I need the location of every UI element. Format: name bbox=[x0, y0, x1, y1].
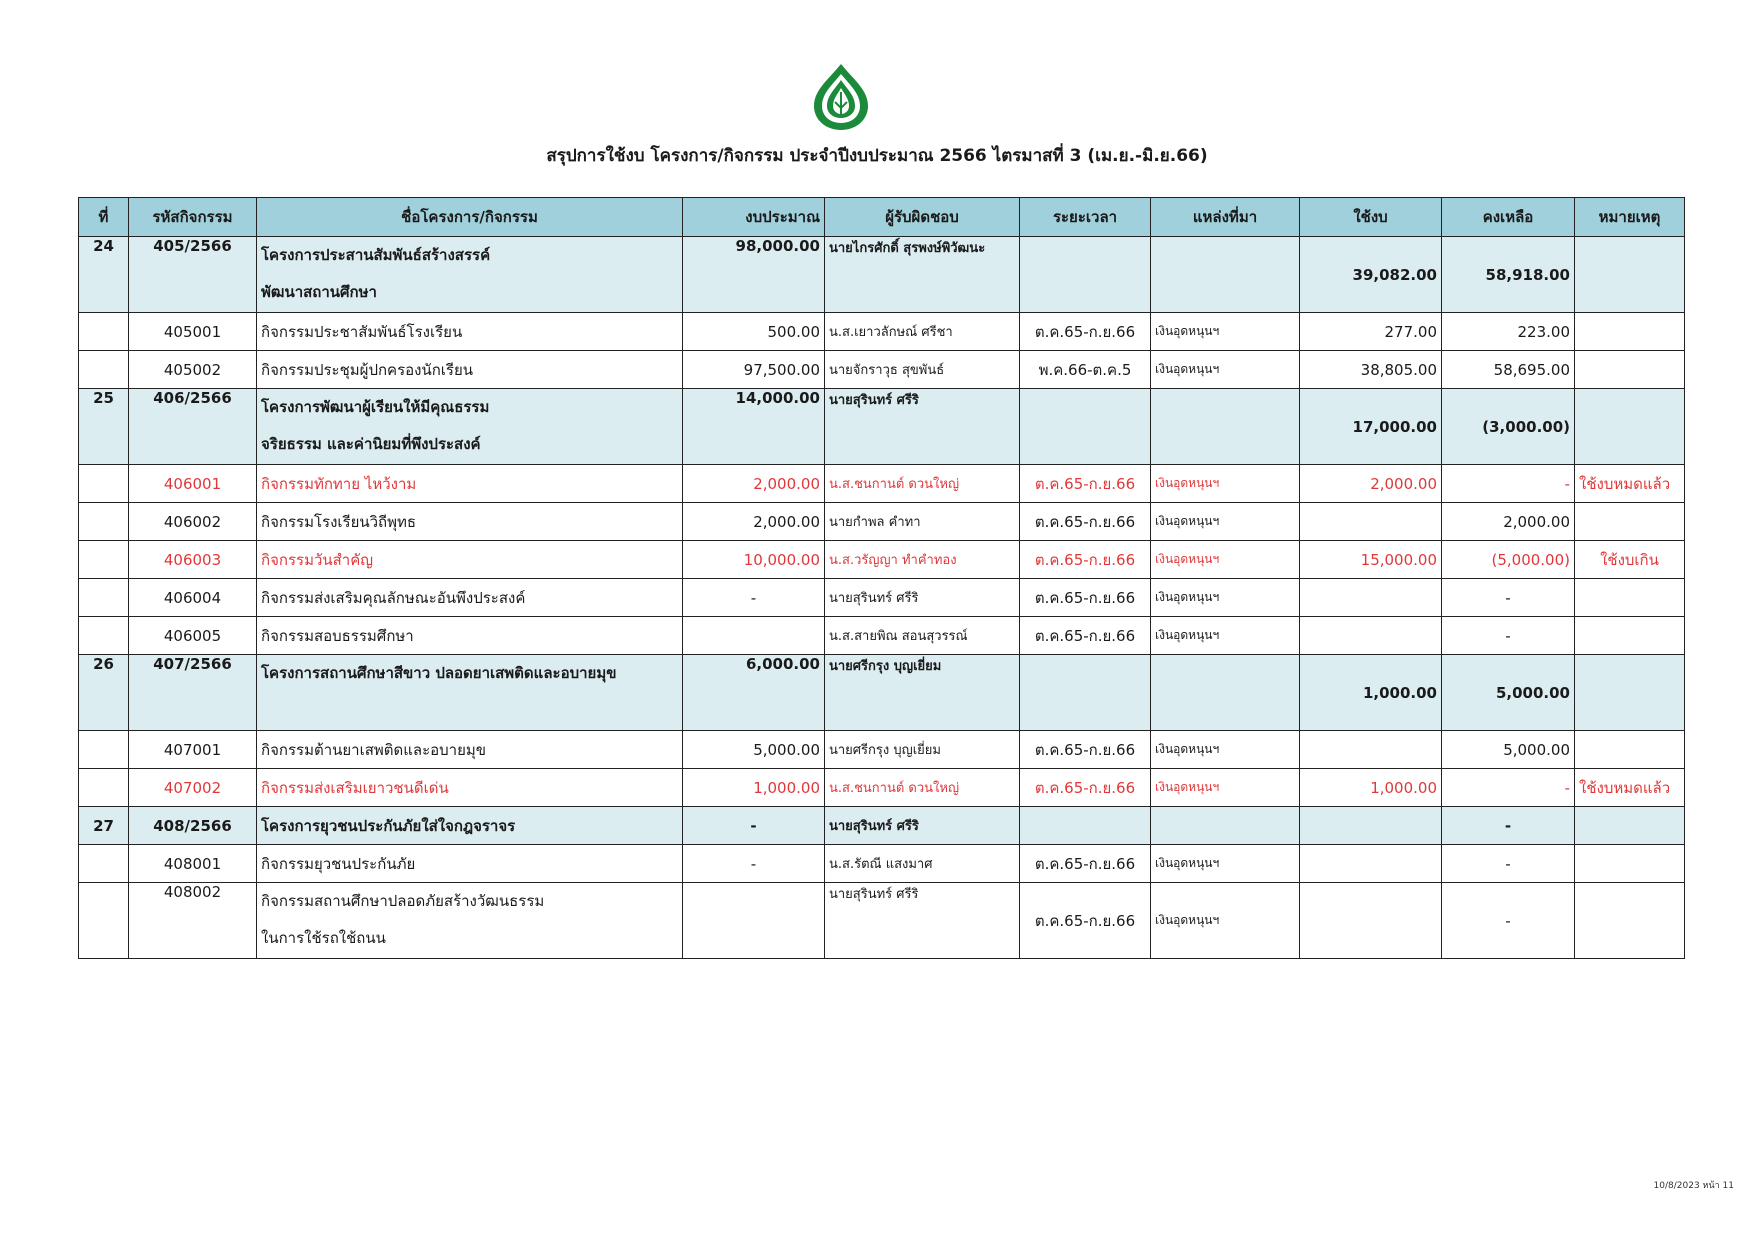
cell-note bbox=[1575, 579, 1685, 617]
cell-period bbox=[1020, 807, 1151, 845]
cell-responsible: นายไกรศักดิ์ สุรพงษ์พิวัฒนะ bbox=[825, 237, 1020, 313]
cell-remaining: - bbox=[1442, 845, 1575, 883]
table-row bbox=[79, 465, 1685, 503]
cell-used: 38,805.00 bbox=[1300, 351, 1442, 389]
table-row bbox=[79, 883, 1685, 959]
cell-period: ต.ค.65-ก.ย.66 bbox=[1020, 503, 1151, 541]
cell-no bbox=[79, 313, 129, 351]
cell-code: 405002 bbox=[129, 351, 257, 389]
cell-used bbox=[1300, 807, 1442, 845]
cell-budget bbox=[683, 617, 825, 655]
cell-no: 24 bbox=[79, 237, 129, 313]
cell-budget: - bbox=[683, 845, 825, 883]
cell-no: 27 bbox=[79, 807, 129, 845]
cell-note bbox=[1575, 313, 1685, 351]
cell-budget: 500.00 bbox=[683, 313, 825, 351]
header-code: รหัสกิจกรรม bbox=[129, 198, 257, 237]
cell-period bbox=[1020, 237, 1151, 313]
page-title: สรุปการใช้งบ โครงการ/กิจกรรม ประจำปีงบประมาณ 2566 ไตรมาสที่ 3 (เม.ย.-มิ.ย.66) bbox=[546, 146, 1208, 166]
cell-note: ใช้งบเกิน bbox=[1575, 541, 1685, 579]
cell-responsible: นายสุรินทร์ ศรีริ bbox=[825, 883, 1020, 959]
cell-responsible: นายสุรินทร์ ศรีริ bbox=[825, 807, 1020, 845]
cell-name: กิจกรรมยุวชนประกันภัย bbox=[257, 845, 683, 883]
cell-period: ต.ค.65-ก.ย.66 bbox=[1020, 845, 1151, 883]
cell-remaining: 223.00 bbox=[1442, 313, 1575, 351]
cell-note bbox=[1575, 883, 1685, 959]
cell-name: กิจกรรมวันสำคัญ bbox=[257, 541, 683, 579]
cell-source: เงินอุดหนุนฯ bbox=[1151, 883, 1300, 959]
cell-source: เงินอุดหนุนฯ bbox=[1151, 731, 1300, 769]
cell-source: เงินอุดหนุนฯ bbox=[1151, 845, 1300, 883]
cell-responsible: นายสุรินทร์ ศรีริ bbox=[825, 389, 1020, 465]
cell-period: ต.ค.65-ก.ย.66 bbox=[1020, 579, 1151, 617]
cell-budget: 2,000.00 bbox=[683, 465, 825, 503]
cell-remaining: - bbox=[1442, 769, 1575, 807]
cell-name bbox=[257, 655, 683, 731]
cell-note bbox=[1575, 351, 1685, 389]
cell-budget: 14,000.00 bbox=[683, 389, 825, 465]
cell-code: 406002 bbox=[129, 503, 257, 541]
cell-name bbox=[257, 237, 683, 313]
table-row bbox=[79, 237, 1685, 313]
cell-used bbox=[1300, 731, 1442, 769]
name-line-1: โครงการประสานสัมพันธ์สร้างสรรค์ bbox=[261, 246, 491, 264]
cell-no: 26 bbox=[79, 655, 129, 731]
cell-remaining: 58,695.00 bbox=[1442, 351, 1575, 389]
cell-no bbox=[79, 845, 129, 883]
cell-name: โครงการยุวชนประกันภัยใส่ใจกฎจราจร bbox=[257, 807, 683, 845]
cell-no bbox=[79, 883, 129, 959]
cell-no bbox=[79, 579, 129, 617]
cell-code: 408/2566 bbox=[129, 807, 257, 845]
cell-code: 407001 bbox=[129, 731, 257, 769]
cell-no bbox=[79, 731, 129, 769]
table-row bbox=[79, 351, 1685, 389]
table-header-row bbox=[79, 198, 1685, 237]
cell-no bbox=[79, 541, 129, 579]
cell-period: ต.ค.65-ก.ย.66 bbox=[1020, 731, 1151, 769]
cell-source bbox=[1151, 807, 1300, 845]
header-remaining: คงเหลือ bbox=[1442, 198, 1575, 237]
cell-remaining: (5,000.00) bbox=[1442, 541, 1575, 579]
table-row bbox=[79, 579, 1685, 617]
cell-source bbox=[1151, 655, 1300, 731]
cell-used: 39,082.00 bbox=[1300, 237, 1442, 313]
cell-note: ใช้งบหมดแล้ว bbox=[1575, 465, 1685, 503]
cell-budget: 5,000.00 bbox=[683, 731, 825, 769]
cell-code: 408001 bbox=[129, 845, 257, 883]
table-row bbox=[79, 845, 1685, 883]
cell-note: ใช้งบหมดแล้ว bbox=[1575, 769, 1685, 807]
cell-code: 406001 bbox=[129, 465, 257, 503]
cell-no bbox=[79, 465, 129, 503]
cell-name: กิจกรรมประชาสัมพันธ์โรงเรียน bbox=[257, 313, 683, 351]
cell-note bbox=[1575, 807, 1685, 845]
cell-responsible: น.ส.รัตณี แสงมาศ bbox=[825, 845, 1020, 883]
cell-source: เงินอุดหนุนฯ bbox=[1151, 465, 1300, 503]
cell-code: 406005 bbox=[129, 617, 257, 655]
cell-used: 2,000.00 bbox=[1300, 465, 1442, 503]
cell-period: ต.ค.65-ก.ย.66 bbox=[1020, 541, 1151, 579]
cell-name: กิจกรรมโรงเรียนวิถีพุทธ bbox=[257, 503, 683, 541]
cell-responsible: นายกำพล คำทา bbox=[825, 503, 1020, 541]
cell-source bbox=[1151, 389, 1300, 465]
cell-used: 17,000.00 bbox=[1300, 389, 1442, 465]
cell-no bbox=[79, 351, 129, 389]
cell-period bbox=[1020, 389, 1151, 465]
cell-code: 405/2566 bbox=[129, 237, 257, 313]
cell-code: 406003 bbox=[129, 541, 257, 579]
table-row bbox=[79, 313, 1685, 351]
cell-note bbox=[1575, 617, 1685, 655]
name-line-2: พัฒนาสถานศึกษา bbox=[261, 283, 377, 301]
cell-responsible: น.ส.เยาวลักษณ์ ศรีชา bbox=[825, 313, 1020, 351]
cell-budget: 98,000.00 bbox=[683, 237, 825, 313]
cell-code: 407002 bbox=[129, 769, 257, 807]
cell-source: เงินอุดหนุนฯ bbox=[1151, 541, 1300, 579]
cell-responsible: น.ส.ชนกานต์ ดวนใหญ่ bbox=[825, 769, 1020, 807]
cell-used: 15,000.00 bbox=[1300, 541, 1442, 579]
name-line-1: โครงการพัฒนาผู้เรียนให้มีคุณธรรม bbox=[261, 398, 490, 416]
cell-budget: - bbox=[683, 579, 825, 617]
cell-remaining: - bbox=[1442, 579, 1575, 617]
name-line-1: โครงการสถานศึกษาสีขาว ปลอดยาเสพติดและอบายมุข bbox=[261, 664, 617, 682]
cell-remaining: 2,000.00 bbox=[1442, 503, 1575, 541]
cell-responsible: น.ส.ชนกานต์ ดวนใหญ่ bbox=[825, 465, 1020, 503]
cell-code: 407/2566 bbox=[129, 655, 257, 731]
cell-code: 408002 bbox=[129, 883, 257, 959]
cell-period: ต.ค.65-ก.ย.66 bbox=[1020, 313, 1151, 351]
cell-remaining: - bbox=[1442, 465, 1575, 503]
header-name: ชื่อโครงการ/กิจกรรม bbox=[257, 198, 683, 237]
cell-no: 25 bbox=[79, 389, 129, 465]
cell-remaining: 5,000.00 bbox=[1442, 731, 1575, 769]
header-source: แหล่งที่มา bbox=[1151, 198, 1300, 237]
cell-source: เงินอุดหนุนฯ bbox=[1151, 617, 1300, 655]
cell-responsible: นายสุรินทร์ ศรีริ bbox=[825, 579, 1020, 617]
cell-used bbox=[1300, 845, 1442, 883]
cell-responsible: น.ส.วรัญญา ทำคำทอง bbox=[825, 541, 1020, 579]
cell-period: ต.ค.65-ก.ย.66 bbox=[1020, 883, 1151, 959]
header-period: ระยะเวลา bbox=[1020, 198, 1151, 237]
cell-used: 277.00 bbox=[1300, 313, 1442, 351]
header-note: หมายเหตุ bbox=[1575, 198, 1685, 237]
cell-source: เงินอุดหนุนฯ bbox=[1151, 579, 1300, 617]
cell-source: เงินอุดหนุนฯ bbox=[1151, 503, 1300, 541]
cell-name bbox=[257, 389, 683, 465]
name-line-2: ในการใช้รถใช้ถนน bbox=[261, 929, 386, 947]
header-responsible: ผู้รับผิดชอบ bbox=[825, 198, 1020, 237]
cell-remaining: - bbox=[1442, 807, 1575, 845]
page-footer: 10/8/2023 หน้า 11 bbox=[1653, 1181, 1734, 1191]
header-no: ที่ bbox=[79, 198, 129, 237]
cell-name: กิจกรรมสอบธรรมศึกษา bbox=[257, 617, 683, 655]
cell-budget: 10,000.00 bbox=[683, 541, 825, 579]
cell-name: กิจกรรมประชุมผู้ปกครองนักเรียน bbox=[257, 351, 683, 389]
cell-code: 405001 bbox=[129, 313, 257, 351]
cell-period bbox=[1020, 655, 1151, 731]
cell-name: กิจกรรมทักทาย ไหว้งาม bbox=[257, 465, 683, 503]
cell-responsible: นายศรีกรุง บุญเยี่ยม bbox=[825, 731, 1020, 769]
table-row bbox=[79, 731, 1685, 769]
cell-note bbox=[1575, 655, 1685, 731]
cell-code: 406004 bbox=[129, 579, 257, 617]
cell-remaining: 58,918.00 bbox=[1442, 237, 1575, 313]
cell-code: 406/2566 bbox=[129, 389, 257, 465]
name-line-2: จริยธรรม และค่านิยมที่พึงประสงค์ bbox=[261, 435, 481, 453]
cell-remaining: - bbox=[1442, 617, 1575, 655]
cell-period: ต.ค.65-ก.ย.66 bbox=[1020, 465, 1151, 503]
cell-responsible: นายศรีกรุง บุญเยี่ยม bbox=[825, 655, 1020, 731]
table-row bbox=[79, 389, 1685, 465]
cell-source bbox=[1151, 237, 1300, 313]
cell-source: เงินอุดหนุนฯ bbox=[1151, 313, 1300, 351]
cell-source: เงินอุดหนุนฯ bbox=[1151, 351, 1300, 389]
cell-note bbox=[1575, 389, 1685, 465]
cell-responsible: น.ส.สายพิณ สอนสุวรรณ์ bbox=[825, 617, 1020, 655]
budget-table bbox=[78, 197, 1685, 959]
cell-note bbox=[1575, 503, 1685, 541]
cell-name: กิจกรรมส่งเสริมคุณลักษณะอันพึงประสงค์ bbox=[257, 579, 683, 617]
cell-budget: 6,000.00 bbox=[683, 655, 825, 731]
cell-budget: 1,000.00 bbox=[683, 769, 825, 807]
cell-period: ต.ค.65-ก.ย.66 bbox=[1020, 769, 1151, 807]
name-line-1: กิจกรรมสถานศึกษาปลอดภัยสร้างวัฒนธรรม bbox=[261, 892, 545, 910]
cell-used: 1,000.00 bbox=[1300, 655, 1442, 731]
cell-source: เงินอุดหนุนฯ bbox=[1151, 769, 1300, 807]
table-row bbox=[79, 807, 1685, 845]
cell-remaining: 5,000.00 bbox=[1442, 655, 1575, 731]
cell-no bbox=[79, 769, 129, 807]
cell-remaining: (3,000.00) bbox=[1442, 389, 1575, 465]
cell-note bbox=[1575, 845, 1685, 883]
header-used: ใช้งบ bbox=[1300, 198, 1442, 237]
school-logo-icon bbox=[810, 62, 872, 132]
cell-used bbox=[1300, 617, 1442, 655]
cell-used: 1,000.00 bbox=[1300, 769, 1442, 807]
cell-period: ต.ค.65-ก.ย.66 bbox=[1020, 617, 1151, 655]
cell-used bbox=[1300, 883, 1442, 959]
cell-used bbox=[1300, 579, 1442, 617]
cell-period: พ.ค.66-ต.ค.5 bbox=[1020, 351, 1151, 389]
cell-name: กิจกรรมส่งเสริมเยาวชนดีเด่น bbox=[257, 769, 683, 807]
table-row bbox=[79, 655, 1685, 731]
header-budget: งบประมาณ bbox=[683, 198, 825, 237]
table-row bbox=[79, 769, 1685, 807]
table-row bbox=[79, 541, 1685, 579]
cell-no bbox=[79, 503, 129, 541]
cell-note bbox=[1575, 237, 1685, 313]
cell-name: กิจกรรมต้านยาเสพติดและอบายมุข bbox=[257, 731, 683, 769]
cell-used bbox=[1300, 503, 1442, 541]
cell-note bbox=[1575, 731, 1685, 769]
cell-budget: 2,000.00 bbox=[683, 503, 825, 541]
table-row bbox=[79, 617, 1685, 655]
table-row bbox=[79, 503, 1685, 541]
cell-budget: 97,500.00 bbox=[683, 351, 825, 389]
cell-budget: - bbox=[683, 807, 825, 845]
cell-no bbox=[79, 617, 129, 655]
cell-budget bbox=[683, 883, 825, 959]
cell-remaining: - bbox=[1442, 883, 1575, 959]
cell-responsible: นายจักราวุธ สุขพันธ์ bbox=[825, 351, 1020, 389]
cell-name bbox=[257, 883, 683, 959]
